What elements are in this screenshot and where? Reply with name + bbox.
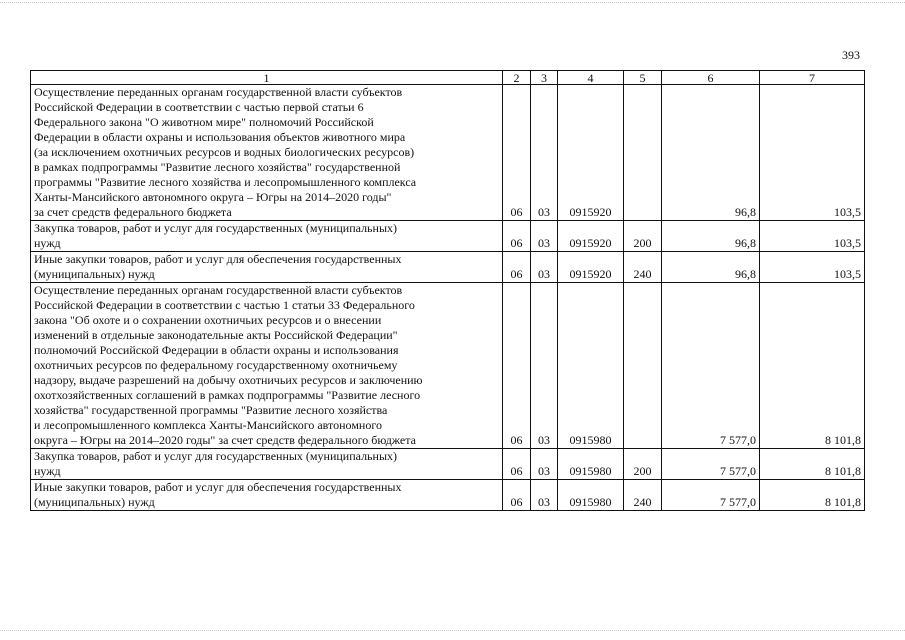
table-row	[31, 221, 865, 252]
row-amount-col6: 7 577,0	[662, 449, 760, 480]
row-target-article: 0915920	[558, 85, 624, 221]
row-target-article: 0915920	[558, 221, 624, 252]
row-section-code: 06	[503, 221, 531, 252]
row-amount-col7: 8 101,8	[760, 449, 865, 480]
row-amount-col6: 96,8	[662, 221, 760, 252]
header-cell-5: 5	[624, 71, 662, 85]
row-expense-type: 240	[624, 252, 662, 283]
table-row	[31, 252, 865, 283]
row-expense-type	[624, 283, 662, 449]
row-description: Иные закупки товаров, работ и услуг для обеспечения государственных (муниципальных) нужд	[34, 480, 402, 509]
row-description: Осуществление переданных органам государственной власти субъектов Российской Федерации в соответствии с частью 1 статьи 33 Федерального закона "Об охоте и о сохранении охотничьих ресурсов и о внесении изменений в отдельные законодательные акты Российской Федерации" полномочий Российской Федерации в области охраны и использования охотничьих ресурсов по федеральному государственному охотничьему надзору, выдаче разрешений на добычу охотничьих ресурсов и заключению охотхозяйственных соглашений в рамках подпрограммы "Развитие лесного хозяйства" государственной программы "Развитие лесного хозяйства и лесопромышленного комплекса Ханты-Мансийского автономного округа – Югры на 2014–2020 годы" за счет средств федерального бюджета	[34, 283, 423, 447]
row-section-code: 06	[503, 283, 531, 449]
row-description-cell	[31, 221, 503, 252]
row-description-cell	[31, 283, 503, 449]
row-amount-col6: 96,8	[662, 252, 760, 283]
row-subsection-code: 03	[531, 221, 558, 252]
row-amount-col7: 8 101,8	[760, 480, 865, 511]
page-number: 393	[842, 48, 860, 62]
table-row	[31, 480, 865, 511]
scan-edge-top	[0, 2, 905, 3]
row-description-cell	[31, 85, 503, 221]
row-description: Иные закупки товаров, работ и услуг для обеспечения государственных (муниципальных) нужд	[34, 252, 402, 281]
row-expense-type: 240	[624, 480, 662, 511]
table-row	[31, 449, 865, 480]
table-row	[31, 85, 865, 221]
row-description: Закупка товаров, работ и услуг для государственных (муниципальных) нужд	[34, 449, 398, 478]
row-amount-col7: 103,5	[760, 252, 865, 283]
row-subsection-code: 03	[531, 252, 558, 283]
row-subsection-code: 03	[531, 283, 558, 449]
row-description-cell	[31, 480, 503, 511]
row-amount-col6: 96,8	[662, 85, 760, 221]
header-cell-2: 2	[503, 71, 531, 85]
row-amount-col6: 7 577,0	[662, 480, 760, 511]
row-amount-col6: 7 577,0	[662, 283, 760, 449]
scan-edge-bottom	[0, 630, 905, 631]
header-cell-7: 7	[760, 71, 865, 85]
row-section-code: 06	[503, 449, 531, 480]
row-target-article: 0915980	[558, 449, 624, 480]
table-row	[31, 283, 865, 449]
row-description-cell	[31, 449, 503, 480]
header-cell-3: 3	[531, 71, 558, 85]
row-amount-col7: 8 101,8	[760, 283, 865, 449]
row-amount-col7: 103,5	[760, 221, 865, 252]
row-subsection-code: 03	[531, 449, 558, 480]
header-cell-4: 4	[558, 71, 624, 85]
row-target-article: 0915920	[558, 252, 624, 283]
row-section-code: 06	[503, 85, 531, 221]
table-header-row	[31, 71, 865, 85]
row-subsection-code: 03	[531, 85, 558, 221]
header-cell-6: 6	[662, 71, 760, 85]
row-description: Осуществление переданных органам государственной власти субъектов Российской Федерации в соответствии с частью первой статьи 6 Федерального закона "О животном мире" полномочий Российской Федерации в области охраны и использования объектов животного мира (за исключением охотничьих ресурсов и водных биологических ресурсов) в рамках подпрограммы "Развитие лесного хозяйства" государственной программы "Развитие лесного хозяйства и лесопромышленного комплекса Ханты-Мансийского автономного округа – Югры на 2014–2020 годы" за счет средств федерального бюджета	[34, 85, 417, 219]
row-description-cell	[31, 252, 503, 283]
row-expense-type: 200	[624, 221, 662, 252]
budget-table	[30, 70, 865, 511]
header-cell-1: 1	[31, 71, 503, 85]
row-section-code: 06	[503, 480, 531, 511]
row-subsection-code: 03	[531, 480, 558, 511]
row-amount-col7: 103,5	[760, 85, 865, 221]
row-description: Закупка товаров, работ и услуг для государственных (муниципальных) нужд	[34, 221, 398, 250]
row-expense-type: 200	[624, 449, 662, 480]
row-target-article: 0915980	[558, 283, 624, 449]
row-expense-type	[624, 85, 662, 221]
row-section-code: 06	[503, 252, 531, 283]
row-target-article: 0915980	[558, 480, 624, 511]
